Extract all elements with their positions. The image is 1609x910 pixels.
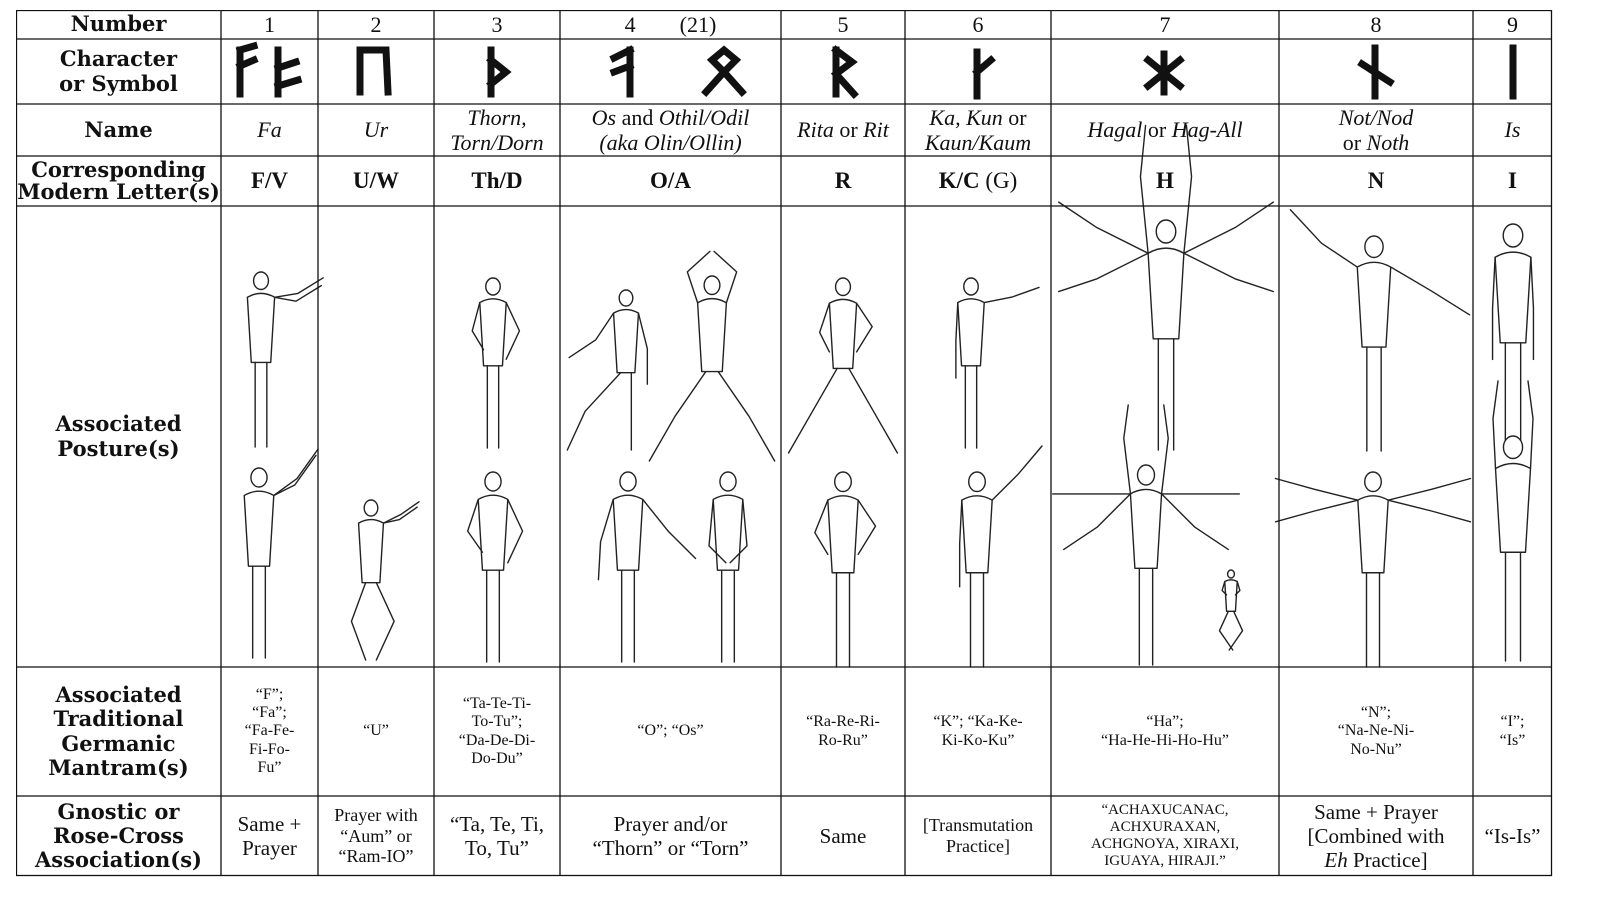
name-6-ka: Ka, Kun [929, 104, 1003, 130]
posture-ka-bottom [960, 446, 1042, 667]
number-1: 1 [264, 11, 275, 37]
number-3: 3 [491, 11, 503, 37]
rune-ur-icon [360, 50, 388, 92]
gnostic-4: Prayer and/or “Thorn” or “Torn” [592, 811, 749, 860]
letter-8: N [1367, 167, 1385, 193]
gnostic-8-line1: Same + Prayer [1314, 799, 1438, 824]
posture-ur-bottom [351, 500, 419, 660]
gnostic-6: [Transmutation Practice] [922, 815, 1034, 856]
name-3-line1: Thorn, [467, 104, 527, 130]
name-4 [560, 104, 781, 156]
posture-fa-top [247, 272, 323, 447]
gnostic-8 [1279, 796, 1473, 876]
mantram-7: “Ha”; “Ha-He-Hi-Ho-Hu” [1101, 713, 1229, 749]
number-4-alt: (21) [679, 11, 717, 37]
name-1: Fa [257, 117, 282, 143]
name-6-line2: Kaun/Kaum [924, 130, 1032, 155]
letter-6 [905, 156, 1051, 206]
name-5-rita: Rita [797, 117, 834, 143]
posture-rita-top [789, 278, 898, 453]
letter-6-extra: (G) [979, 167, 1018, 193]
posture-is-bottom [1493, 381, 1533, 661]
posture-not-top [1290, 210, 1469, 451]
header-modern-letter: Corresponding Modern Letter(s) [17, 156, 220, 204]
name-6-or: or [1002, 104, 1027, 130]
header-posture: Associated Posture(s) [55, 411, 182, 461]
gnostic-8-eh: Eh [1324, 848, 1348, 873]
mantram-9: “I”; “Is” [1499, 713, 1526, 749]
header-name: Name [84, 116, 153, 142]
posture-othil-bottom [709, 472, 747, 662]
number-7: 7 [1159, 11, 1171, 37]
mantram-1: “F”; “Fa”; “Fa-Fe- Fi-Fo- Fu” [244, 685, 295, 777]
letter-5: R [834, 167, 852, 193]
gnostic-1: Same + Prayer [237, 811, 302, 860]
posture-rita-bottom [815, 472, 876, 667]
name-3-line2: Torn/Dorn [450, 130, 544, 155]
mantram-6: “K”; “Ka-Ke- Ki-Ko-Ku” [933, 713, 1023, 749]
mantram-8: “N”; “Na-Ne-Ni- No-Nu” [1337, 703, 1415, 758]
posture-fa-bottom [244, 449, 318, 658]
letter-7: H [1156, 167, 1174, 193]
posture-os-bottom [598, 472, 695, 662]
name-7-hagal: Hagal [1087, 117, 1143, 143]
name-7 [1051, 104, 1279, 156]
rune-hagal-icon [1148, 54, 1180, 92]
gnostic-8-line3: Practice] [1347, 848, 1428, 873]
letter-2: U/W [353, 167, 399, 193]
rune-rita-icon [836, 50, 854, 94]
name-4-line2: (aka Olin/Ollin) [599, 130, 742, 155]
posture-not-bottom [1276, 472, 1471, 667]
mantram-5: “Ra-Re-Ri- Ro-Ru” [806, 713, 880, 749]
number-4-primary: 4 [624, 11, 636, 37]
name-5-or: or [833, 117, 864, 143]
letter-1: F/V [250, 167, 289, 193]
name-7-hagall: Hag-All [1171, 117, 1243, 143]
name-5 [781, 104, 905, 156]
number-5: 5 [837, 11, 849, 37]
header-number: Number [70, 11, 167, 37]
posture-thorn-top [472, 278, 519, 448]
number-2: 2 [370, 11, 382, 37]
rune-fa-icon [240, 46, 254, 94]
header-character: Character or Symbol [59, 46, 178, 96]
mantram-3: “Ta-Te-Ti- To-Tu”; “Da-De-Di- Do-Du” [458, 694, 536, 767]
name-6 [905, 104, 1051, 156]
number-4 [560, 10, 781, 39]
header-mantram: Associated Traditional Germanic Mantram(s) [48, 682, 189, 780]
rune-othil-icon [706, 50, 742, 92]
name-8-noth: Noth [1366, 130, 1410, 155]
letter-4: O/A [650, 167, 691, 193]
rune-thorn-icon [491, 50, 506, 94]
name-3 [434, 104, 560, 156]
name-8-not: Not/Nod [1338, 104, 1414, 130]
name-4-os: Os [591, 104, 617, 130]
posture-is-top [1493, 224, 1534, 454]
name-4-othil: Othil/Odil [658, 104, 750, 130]
mantram-4: “O”; “Os” [637, 722, 704, 740]
gnostic-5: Same [819, 823, 867, 848]
letter-6-main: K/C [938, 167, 980, 193]
gnostic-9: “Is-Is” [1484, 823, 1541, 848]
posture-thorn-bottom [468, 472, 523, 662]
gnostic-8-line2: [Combined with [1307, 823, 1445, 848]
rune-ka-icon [977, 52, 991, 96]
posture-othil-top [649, 251, 774, 461]
name-2: Ur [363, 117, 389, 143]
posture-hagal-seated [1219, 570, 1242, 650]
number-6: 6 [972, 11, 984, 37]
name-8 [1279, 104, 1473, 156]
rune-not-icon [1362, 48, 1390, 96]
posture-ka-top [956, 278, 1039, 448]
header-gnostic: Gnostic or Rose-Cross Association(s) [35, 798, 202, 873]
gnostic-2: Prayer with “Aum” or “Ram-IO” [334, 804, 418, 867]
name-8-or: or [1342, 130, 1367, 155]
name-4-and: and [616, 104, 659, 130]
letter-9: I [1508, 167, 1517, 193]
posture-hagal-bottom [1053, 405, 1240, 665]
rune-fa-alt-icon [278, 50, 298, 94]
name-5-rit: Rit [863, 117, 889, 143]
number-9: 9 [1507, 11, 1518, 37]
number-8: 8 [1370, 11, 1382, 37]
gnostic-3: “Ta, Te, Ti, To, Tu” [449, 811, 545, 860]
mantram-2: “U” [363, 722, 389, 740]
letter-3: Th/D [471, 167, 523, 193]
gnostic-7: “ACHAXUCANAC, ACHXURAXAN, ACHGNOYA, XIRAXI, IGUAYA, HIRAJI.” [1091, 801, 1239, 870]
rune-os-icon [614, 50, 630, 94]
posture-os-top [567, 290, 647, 450]
name-9: Is [1504, 117, 1521, 143]
name-7-or: or [1142, 117, 1172, 143]
